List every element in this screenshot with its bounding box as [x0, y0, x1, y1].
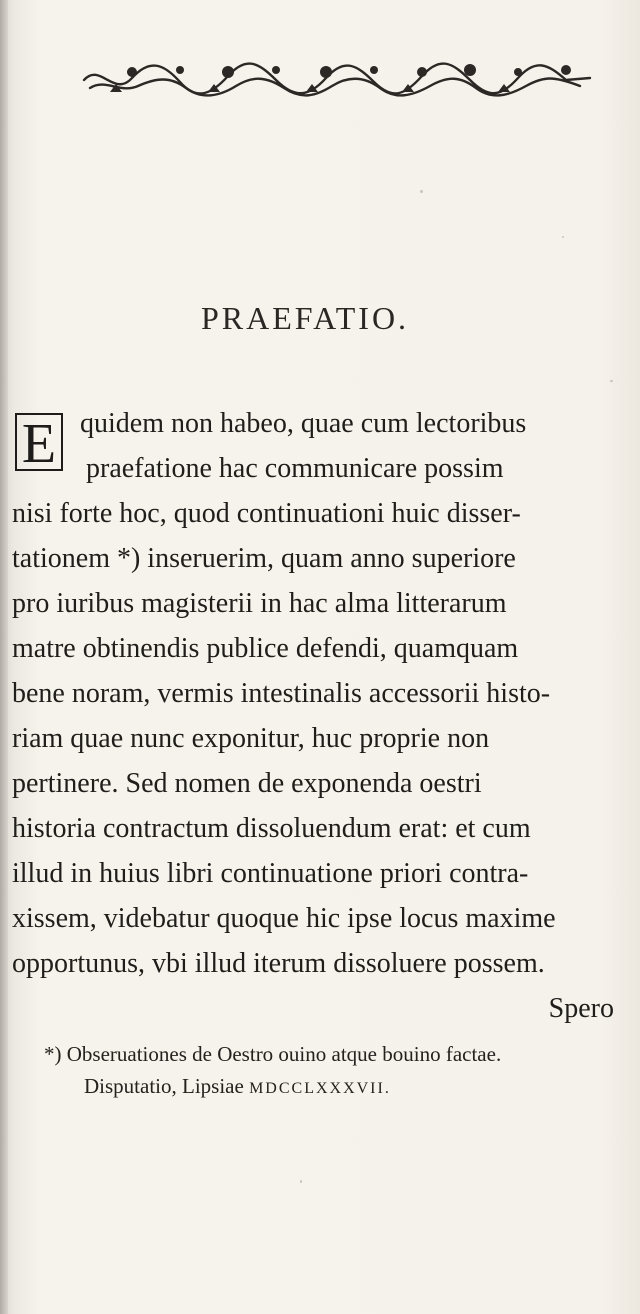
footnote-year: MDCCLXXXVII. — [249, 1080, 391, 1097]
footnote-line-1: *) Obseruationes de Oestro ouino atque bouino factae. — [44, 1042, 502, 1066]
body-line-12: xissem, videbatur quoque hic ipse locus maxime — [12, 903, 556, 934]
paper-speck — [300, 1180, 302, 1183]
drop-cap-letter — [14, 412, 62, 472]
body-line-5: pro iuribus magisterii in hac alma litterarum — [12, 588, 507, 619]
paper-speck — [562, 236, 564, 238]
body-line-13: opportunus, vbi illud iterum dissoluere possem. — [12, 948, 545, 979]
body-line-1: quidem non habeo, quae cum lectoribus — [80, 408, 527, 439]
paper-speck — [610, 380, 613, 382]
paper-speck — [420, 190, 423, 193]
body-line-2: praefatione hac communicare possim — [86, 453, 504, 484]
catchword: Spero — [548, 993, 614, 1024]
body-line-4: tationem *) inseruerim, quam anno superiore — [12, 543, 516, 574]
page-title: PRAEFATIO. — [200, 300, 410, 336]
body-line-7: bene noram, vermis intestinalis accessorii histo- — [12, 678, 551, 709]
body-line-8: riam quae nunc exponitur, huc proprie non — [12, 723, 490, 754]
body-line-3: nisi forte hoc, quod continuationi huic disser- — [12, 498, 521, 529]
body-line-10: historia contractum dissoluendum erat: et cum — [12, 813, 531, 844]
body-line-9: pertinere. Sed nomen de exponenda oestri — [12, 768, 482, 799]
drop-cap-glyph: E — [21, 413, 57, 472]
footnote-place: Disputatio, Lipsiae — [84, 1074, 244, 1098]
gutter-shadow — [0, 0, 8, 1314]
body-line-6: matre obtinendis publice defendi, quamquam — [12, 633, 519, 664]
head-ornament-band-icon — [80, 58, 595, 102]
drop-cap-frame-icon — [14, 412, 64, 472]
footnote-line-2 — [84, 1072, 391, 1103]
body-line-11: illud in huius libri continuatione priori contra- — [12, 858, 529, 889]
